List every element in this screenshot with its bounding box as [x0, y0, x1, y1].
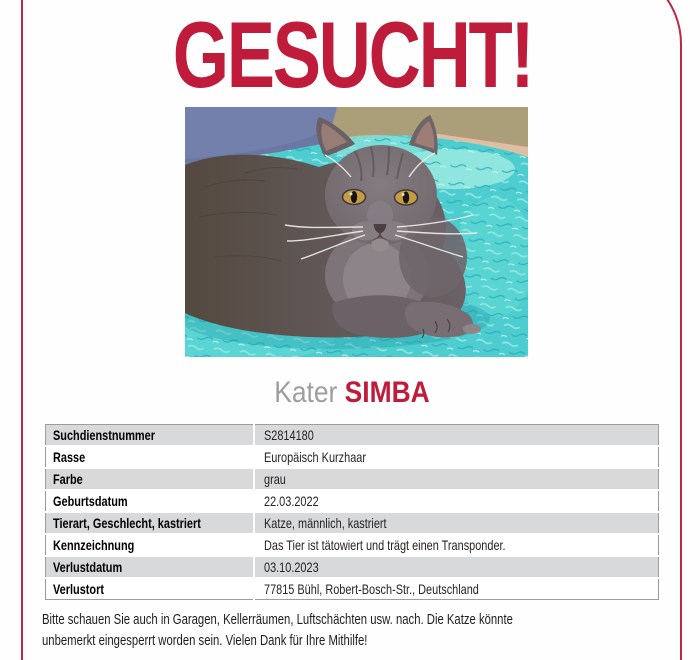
row-label: Suchdienstnummer — [53, 427, 155, 443]
table-row — [46, 468, 659, 490]
pet-heading — [42, 374, 662, 412]
table-row — [46, 512, 659, 534]
table-row — [46, 534, 659, 556]
table-row — [46, 578, 659, 600]
cat-eye-right — [395, 190, 418, 205]
row-value: Europäisch Kurzhaar — [264, 449, 366, 465]
pet-type-label: Kater — [274, 376, 338, 409]
row-label: Verlustort — [53, 581, 104, 597]
row-label: Kennzeichnung — [53, 537, 135, 553]
cat-photo — [185, 107, 528, 357]
row-value: S2814180 — [264, 427, 314, 443]
pet-name: SIMBA — [344, 376, 430, 409]
footer-note: Bitte schauen Sie auch in Garagen, Kellerräumen, Luftschächten usw. nach. Die Katze könnte unbemerkt eingesperrt worden sein. Vielen Dank für Ihre Mithilfe! — [42, 612, 513, 649]
row-value: 22.03.2022 — [264, 493, 319, 509]
cat-chin — [371, 239, 389, 252]
row-value: 77815 Bühl, Robert-Bosch-Str., Deutschland — [264, 581, 479, 597]
row-label: Rasse — [53, 449, 86, 465]
row-value: 03.10.2023 — [264, 559, 319, 575]
pet-info-table — [45, 424, 659, 600]
row-value: Katze, männlich, kastriert — [264, 515, 387, 531]
row-label: Farbe — [53, 471, 83, 487]
row-label: Geburtsdatum — [53, 493, 128, 509]
row-label: Verlustdatum — [53, 559, 123, 575]
cat-photo-illustration — [185, 107, 528, 357]
table-row — [46, 490, 659, 512]
row-label: Tierart, Geschlecht, kastriert — [53, 515, 201, 531]
table-row — [46, 556, 659, 578]
poster-title: GESUCHT! — [172, 2, 533, 107]
table-row — [46, 446, 659, 468]
row-value: Das Tier ist tätowiert und trägt einen Transponder. — [264, 537, 506, 553]
cat-eye-left — [343, 190, 366, 205]
table-row — [46, 425, 659, 447]
row-value: grau — [264, 471, 286, 487]
